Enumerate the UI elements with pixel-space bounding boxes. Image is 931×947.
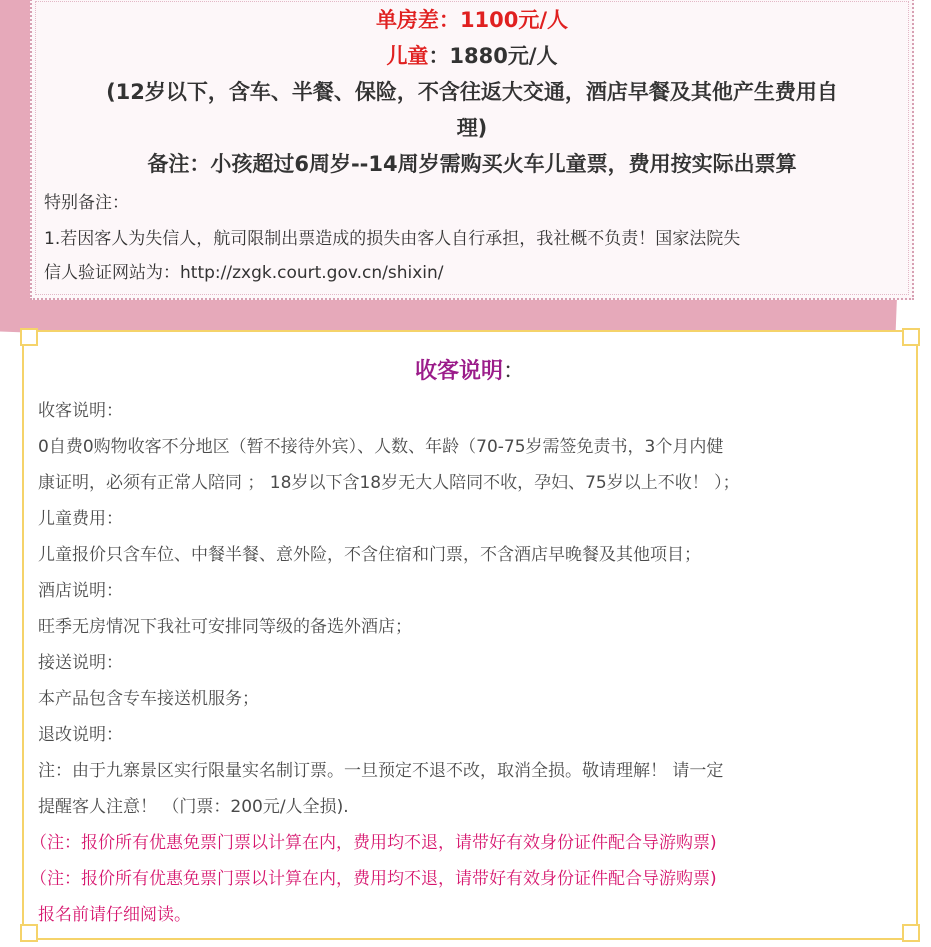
child-price-line	[32, 40, 912, 70]
child-note-line1: (12岁以下，含车、半餐、保险，不含往返大交通，酒店早餐及其他产生费用自	[106, 80, 838, 104]
notice-title-colon: ：	[503, 359, 526, 384]
notice-line: 退改说明：	[38, 725, 123, 745]
special-line2: 信人验证网站为：http://zxgk.court.gov.cn/shixin/	[44, 263, 444, 283]
corner-ornament	[902, 924, 920, 942]
notice-line: 酒店说明：	[38, 581, 123, 601]
notice-line: 旺季无房情况下我社可安排同等级的备选外酒店；	[38, 617, 412, 637]
single-room-value: 1100元/人	[459, 8, 569, 32]
child-label: 儿童	[386, 44, 429, 68]
remark-line: 备注：小孩超过6周岁--14周岁需购买火车儿童票，费用按实际出票算	[147, 152, 797, 176]
notice-line: 收客说明：	[38, 401, 123, 421]
single-room-label: 单房差：	[375, 8, 460, 32]
notice-line: 儿童费用：	[38, 509, 123, 529]
notice-title-text: 收客说明	[414, 359, 503, 384]
corner-ornament	[20, 924, 38, 942]
notice-line: 提醒客人注意！ （门票：200元/人全损).	[38, 797, 349, 817]
notice-line: 本产品包含专车接送机服务；	[38, 689, 259, 709]
child-value: ：1880元/人	[428, 44, 558, 68]
notice-line: 0自费0购物收客不分地区（暂不接待外宾）、人数、年龄（70-75岁需签免责书，3个月内健	[38, 437, 724, 457]
corner-ornament	[20, 328, 38, 346]
warning-line: 报名前请仔细阅读。	[38, 905, 191, 925]
pink-left-strip	[0, 0, 28, 300]
notice-line: 注：由于九寨景区实行限量实名制订票。一旦预定不退不改，取消全损。敬请理解！ 请一定	[38, 761, 724, 781]
notice-line: 儿童报价只含车位、中餐半餐、意外险，不含住宿和门票，不含酒店早晚餐及其他项目；	[38, 545, 701, 565]
notice-line: 康证明，必须有正常人陪同 ； 18岁以下含18岁无大人陪同不收，孕妇、75岁以上不收！ ）；	[38, 473, 740, 493]
pricing-card	[30, 0, 914, 300]
notice-line: 接送说明：	[38, 653, 123, 673]
warning-line: （注：报价所有优惠免票门票以计算在内，费用均不退，请带好有效身份证件配合导游购票)	[30, 869, 717, 889]
notice-title	[24, 354, 916, 385]
warning-line: （注：报价所有优惠免票门票以计算在内，费用均不退，请带好有效身份证件配合导游购票)	[30, 833, 717, 853]
corner-ornament	[902, 328, 920, 346]
special-label: 特别备注：	[44, 193, 129, 213]
special-line1: 1.若因客人为失信人，航司限制出票造成的损失由客人自行承担，我社概不负责！国家法院失	[44, 229, 741, 249]
child-note-line2: 理)	[456, 116, 488, 140]
single-room-line	[32, 4, 912, 34]
notice-box	[22, 330, 918, 940]
